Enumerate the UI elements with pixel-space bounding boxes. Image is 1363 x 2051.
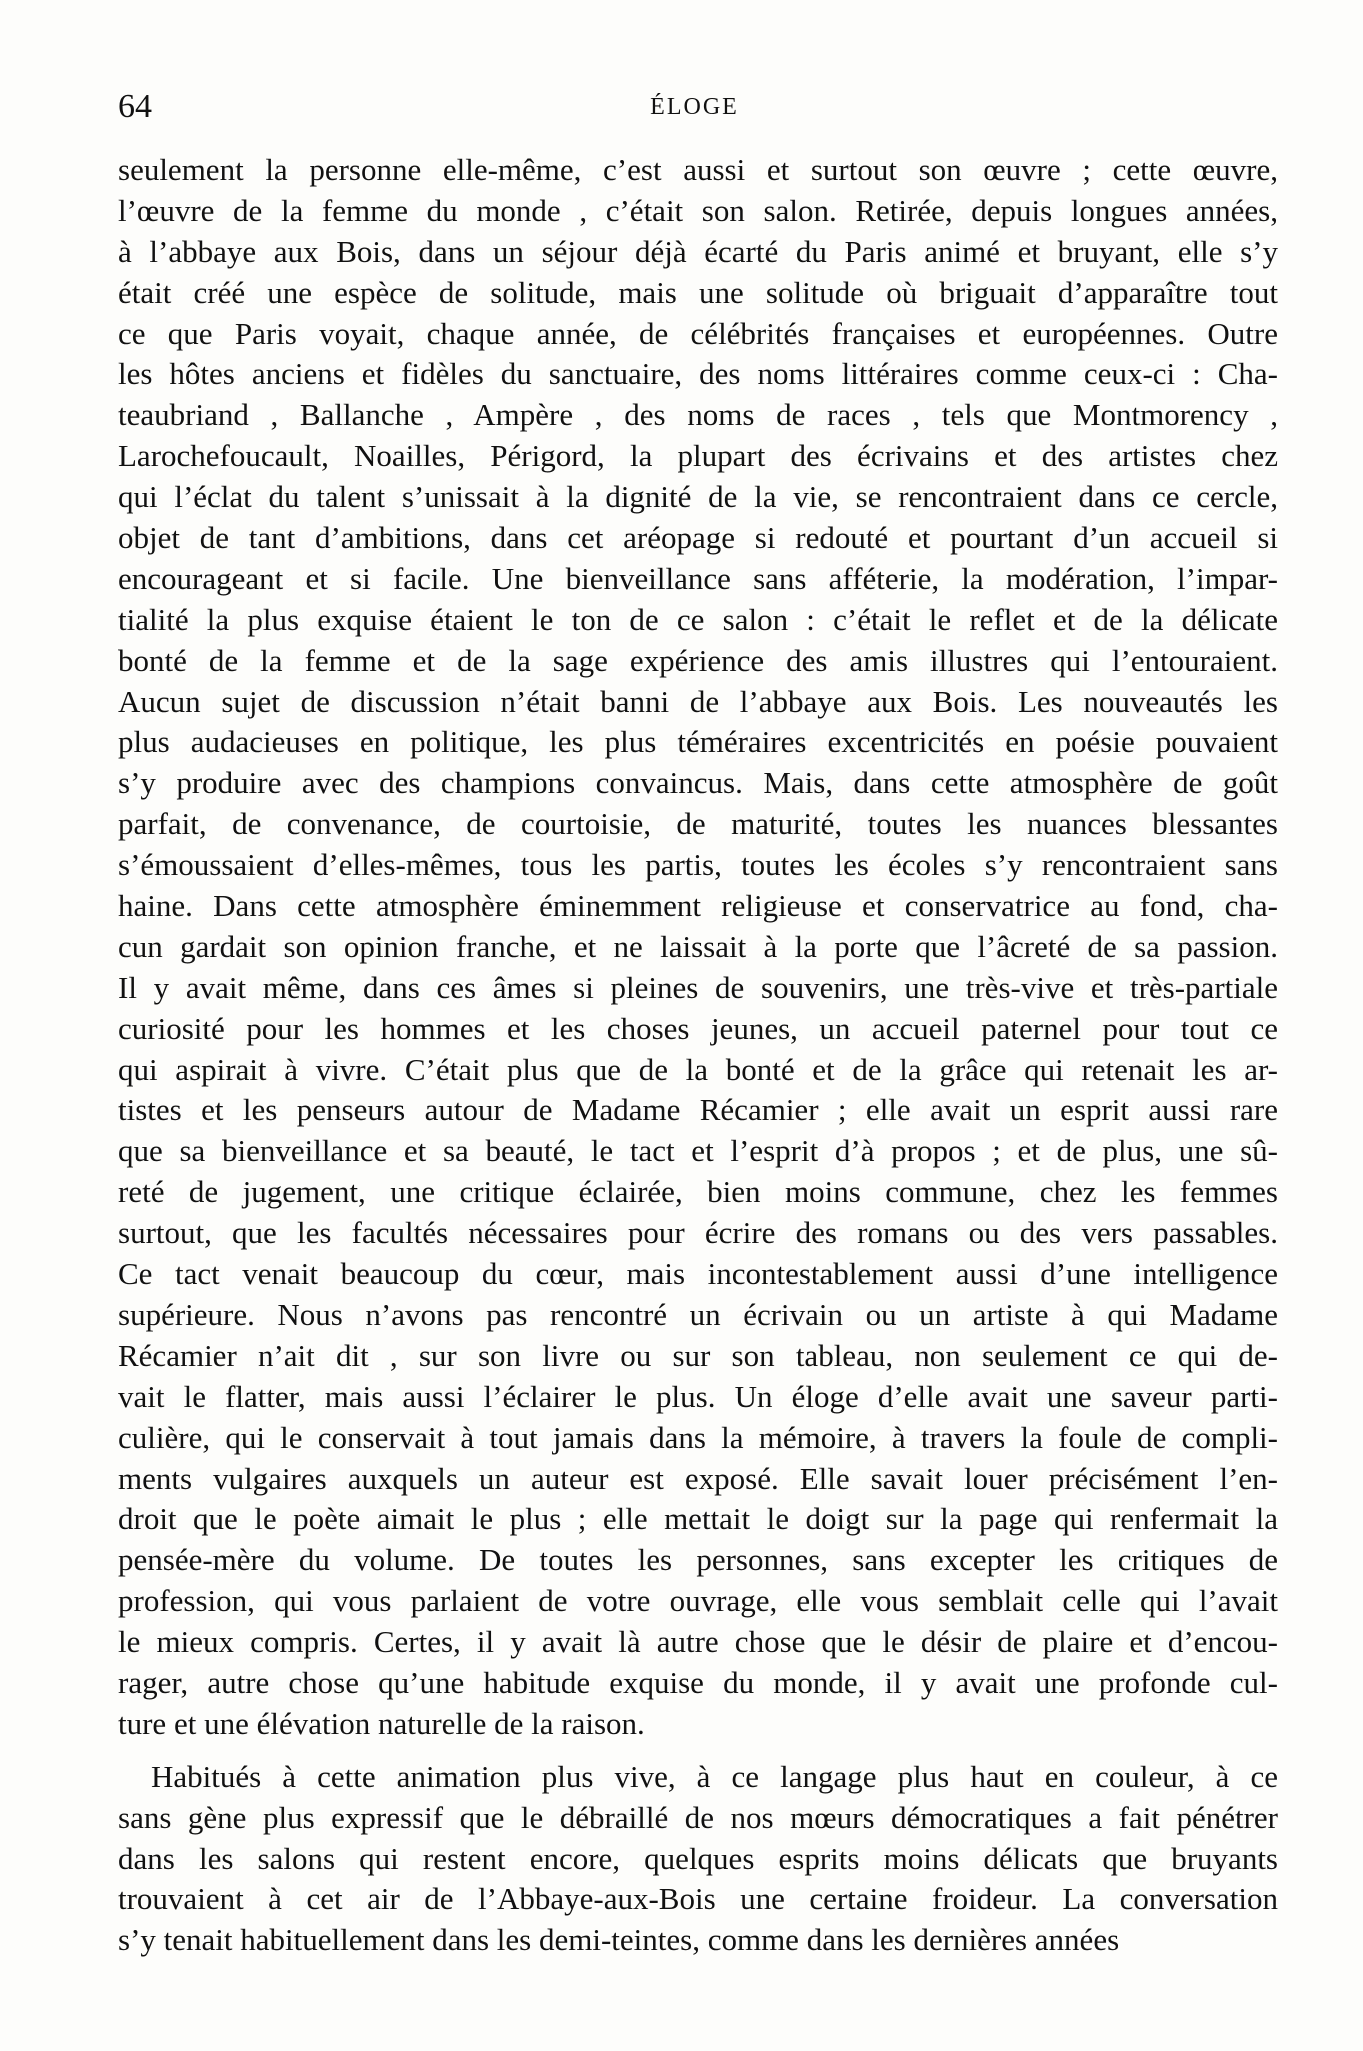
paragraph-1-line: ture et une élévation naturelle de la raison. [118,1705,645,1741]
paragraph-1-line: Aucun sujet de discussion n’était banni de l’abbaye aux Bois. Les nouveautés les [118,683,1278,719]
paragraph-1-line: pensée-mère du volume. De toutes les personnes, sans excepter les critiques de [118,1542,1278,1578]
paragraph-1-line: qui l’éclat du talent s’unissait à la dignité de la vie, se rencontraient dans ce cercle, [118,479,1278,515]
paragraph-2-line: dans les salons qui restent encore, quelques esprits moins délicats que bruyants [118,1840,1278,1876]
paragraph-1-line: cun gardait son opinion franche, et ne laissait à la porte que l’âcreté de sa passion. [118,928,1278,964]
paragraph-1-line: teaubriand , Ballanche , Ampère , des noms de races , tels que Montmorency , [118,397,1278,433]
paragraph-1-line: l’œuvre de la femme du monde , c’était son salon. Retirée, depuis longues années, [118,192,1278,228]
paragraph-1-line: que sa bienveillance et sa beauté, le tact et l’esprit d’à propos ; et de plus, une sû- [118,1133,1278,1169]
paragraph-1-line: encourageant et si facile. Une bienveillance sans afféterie, la modération, l’impar- [118,560,1278,596]
paragraph-1-line: à l’abbaye aux Bois, dans un séjour déjà écarté du Paris animé et bruyant, elle s’y [118,233,1278,269]
paragraph-1-line: était créé une espèce de solitude, mais une solitude où briguait d’apparaître tout [118,274,1278,310]
body-text [118,150,1278,1961]
paragraph-1-line: droit que le poète aimait le plus ; elle mettait le doigt sur la page qui renfermait la [118,1501,1278,1537]
paragraph-1-line: ments vulgaires auxquels un auteur est exposé. Elle savait louer précisément l’en- [118,1460,1278,1496]
paragraph-2-line: s’y tenait habituellement dans les demi-teintes, comme dans les dernières années [118,1922,1120,1958]
paragraph-1-line: tialité la plus exquise étaient le ton de ce salon : c’était le reflet et de la délicate [118,601,1278,637]
paragraph-1-line: profession, qui vous parlaient de votre ouvrage, elle vous semblait celle qui l’avait [118,1583,1278,1619]
paragraph-1-line: plus audacieuses en politique, les plus téméraires excentricités en poésie pouvaient [118,724,1278,760]
paragraph-2-line: Habitués à cette animation plus vive, à ce langage plus haut en couleur, à ce [151,1758,1278,1794]
paragraph-gap [118,1745,1278,1757]
paragraph-1-line: vait le flatter, mais aussi l’éclairer le plus. Un éloge d’elle avait une saveur parti- [118,1378,1278,1414]
paragraph-1-line: Il y avait même, dans ces âmes si pleines de souvenirs, une très-vive et très-partiale [118,969,1278,1005]
paragraph-1-line: culière, qui le conservait à tout jamais dans la mémoire, à travers la foule de compli- [118,1419,1278,1455]
paragraph-1-line: Récamier n’ait dit , sur son livre ou sur son tableau, non seulement ce qui de- [118,1337,1278,1373]
running-head [118,88,1271,128]
paragraph-2 [118,1757,1278,1961]
paragraph-1 [118,150,1278,1745]
paragraph-1-line: le mieux compris. Certes, il y avait là autre chose que le désir de plaire et d’encou- [118,1624,1278,1660]
running-title: ÉLOGE [650,94,739,120]
paragraph-1-line: les hôtes anciens et fidèles du sanctuaire, des noms littéraires comme ceux-ci : Cha- [118,356,1278,392]
paragraph-1-line: seulement la personne elle-même, c’est aussi et surtout son œuvre ; cette œuvre, [118,152,1278,187]
paragraph-1-line: qui aspirait à vivre. C’était plus que de la bonté et de la grâce qui retenait les ar- [118,1051,1278,1087]
paragraph-1-line: parfait, de convenance, de courtoisie, de maturité, toutes les nuances blessantes [118,806,1278,842]
paragraph-1-line: supérieure. Nous n’avons pas rencontré un écrivain ou un artiste à qui Madame [118,1296,1278,1332]
paragraph-1-line: curiosité pour les hommes et les choses jeunes, un accueil paternel pour tout ce [118,1010,1278,1046]
paragraph-1-line: surtout, que les facultés nécessaires pour écrire des romans ou des vers passables. [118,1215,1278,1251]
paragraph-1-line: s’émoussaient d’elles-mêmes, tous les partis, toutes les écoles s’y rencontraient sans [118,847,1278,883]
paragraph-1-line: ce que Paris voyait, chaque année, de célébrités françaises et européennes. Outre [118,315,1278,351]
paragraph-1-line: haine. Dans cette atmosphère éminemment religieuse et conservatrice au fond, cha- [118,888,1278,924]
paragraph-1-line: rager, autre chose qu’une habitude exquise du monde, il y avait une profonde cul- [118,1664,1278,1700]
page-number: 64 [118,88,152,125]
paragraph-1-line: Ce tact venait beaucoup du cœur, mais incontestablement aussi d’une intelligence [118,1256,1278,1292]
paragraph-1-line: s’y produire avec des champions convaincus. Mais, dans cette atmosphère de goût [118,765,1278,801]
paragraph-2-line: sans gène plus expressif que le débraillé de nos mœurs démocratiques a fait pénétrer [118,1799,1278,1835]
paragraph-1-line: Larochefoucault, Noailles, Périgord, la plupart des écrivains et des artistes chez [118,438,1278,474]
paragraph-1-line: bonté de la femme et de la sage expérience des amis illustres qui l’entouraient. [118,642,1278,678]
paragraph-1-line: objet de tant d’ambitions, dans cet aréopage si redouté et pourtant d’un accueil si [118,520,1278,556]
paragraph-1-line: tistes et les penseurs autour de Madame Récamier ; elle avait un esprit aussi rare [118,1092,1278,1128]
paragraph-2-line: trouvaient à cet air de l’Abbaye-aux-Bois une certaine froideur. La conversation [118,1881,1278,1917]
paragraph-1-line: reté de jugement, une critique éclairée, bien moins commune, chez les femmes [118,1174,1278,1210]
